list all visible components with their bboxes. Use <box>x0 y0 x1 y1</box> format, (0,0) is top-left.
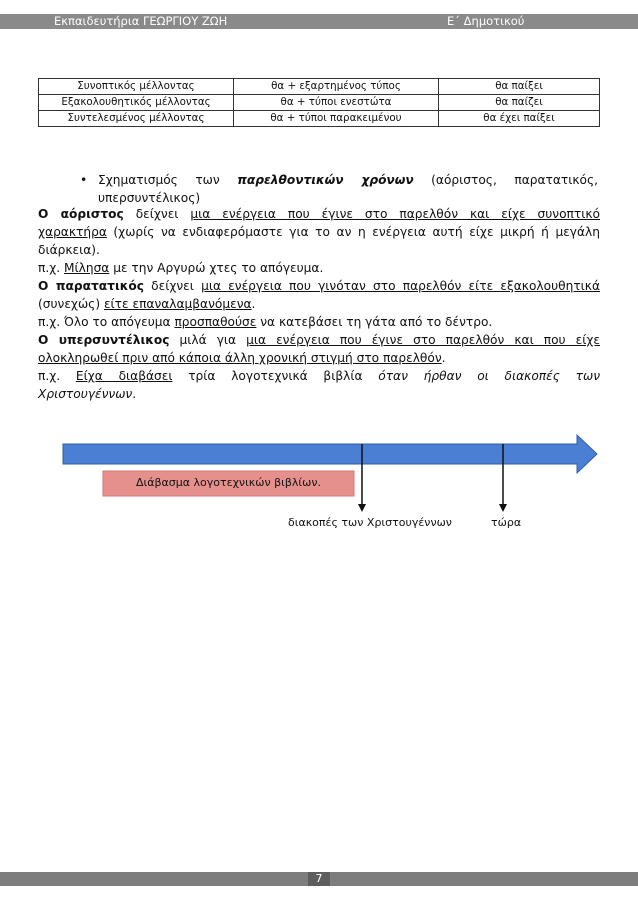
page-footer <box>0 872 638 886</box>
term-aorist: Ο αόριστος <box>38 207 124 221</box>
emphasis-past-tenses: παρελθοντικών χρόνων <box>237 173 414 187</box>
imperfect-paragraph: Ο παρατατικός δείχνει μια ενέργεια που γινόταν στο παρελθόν είτε εξακολουθητικά (συνεχώς) είτε επαναλαμβανόμενα. π.χ. Όλο το απόγευμα προσπαθούσε να κατεβάσει τη γάτα από το δέντρο. <box>38 279 600 329</box>
table-cell: Συντελεσμένος μέλλοντας <box>39 111 234 127</box>
christmas-label: διακοπές των Χριστουγέννων <box>288 516 452 529</box>
table-cell: θα παίξει <box>439 79 600 95</box>
table-cell: θα παίζει <box>439 95 600 111</box>
table-row <box>39 95 600 111</box>
pluperfect-example: π.χ. Είχα διαβάσει τρία λογοτεχνικά βιβλία όταν ήρθαν οι διακοπές των <box>38 369 601 383</box>
reading-period-label: Διάβασμα λογοτεχνικών βιβλίων. <box>136 476 321 489</box>
table-cell: Συνοπτικός μέλλοντας <box>39 79 234 95</box>
bullet-past-tenses: • Σχηματισμός των παρελθοντικών χρόνων (αόριστος, παρατατικός, υπερσυντέλικος) <box>80 173 598 205</box>
table-row <box>39 111 600 127</box>
future-tenses-table <box>38 78 600 127</box>
imperfect-example: π.χ. Όλο το απόγευμα προσπαθούσε να κατεβάσει τη γάτα από το δέντρο. <box>38 315 493 329</box>
table-cell: Εξακολουθητικός μέλλοντας <box>39 95 234 111</box>
bullet-dot-icon: • <box>80 173 88 187</box>
page-header <box>0 14 638 29</box>
christmas-marker-arrowhead <box>358 504 366 512</box>
aorist-example: π.χ. Μίλησα με την Αργυρώ χτες το απόγευμα. <box>38 261 324 275</box>
header-grade: Ε΄ Δημοτικού <box>447 14 525 28</box>
table-cell: θα έχει παίξει <box>439 111 600 127</box>
table-cell: θα + τύποι παρακειμένου <box>234 111 439 127</box>
pluperfect-paragraph: Ο υπερσυντέλικος μιλά για μια ενέργεια που έγινε στο παρελθόν και που είχε ολοκληρωθεί πριν από κάποια άλλη χρονική στιγμή στο παρελθόν. π.χ. Είχα διαβάσει τρία λογοτεχνικά βιβλία όταν ήρθαν οι διακοπές των Χριστουγέννων. <box>38 333 601 401</box>
table-cell: θα + εξαρτημένος τύπος <box>234 79 439 95</box>
timeline-arrow <box>63 435 597 473</box>
now-label: τώρα <box>491 516 522 529</box>
now-marker-arrowhead <box>499 504 507 512</box>
term-imperfect: Ο παρατατικός <box>38 279 144 293</box>
page-number: 7 <box>308 872 330 886</box>
header-school: Εκπαιδευτήρια ΓΕΩΡΓΙΟΥ ΖΩΗ <box>54 14 228 28</box>
term-pluperfect: Ο υπερσυντέλικος <box>38 333 170 347</box>
aorist-paragraph: Ο αόριστος δείχνει μια ενέργεια που έγινε στο παρελθόν και είχε συνοπτικό χαρακτήρα (χωρίς να ενδιαφερόμαστε για το αν η ενέργεια αυτή είχε μικρή ή μεγάλη διάρκεια). π.χ. Μίλησα με την Αργυρώ χτες το απόγευμα. <box>38 207 600 275</box>
table-cell: θα + τύποι ενεστώτα <box>234 95 439 111</box>
table-row <box>39 79 600 95</box>
